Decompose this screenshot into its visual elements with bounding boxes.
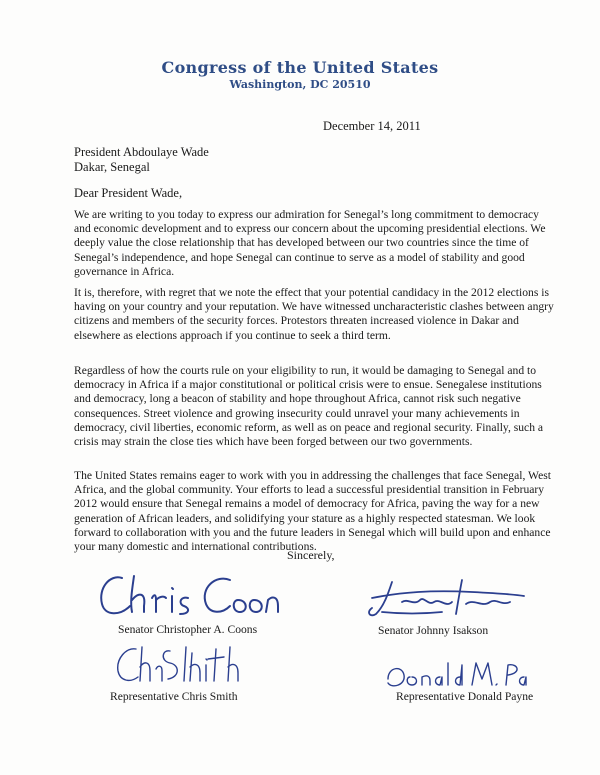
- letterhead-address: Washington, DC 20510: [229, 78, 371, 91]
- body-paragraph-2: It is, therefore, with regret that we note the effect that your potential candidacy in the 2012 elections is having on your country and your reputation. We have witnessed uncharacteristic clashes between angry citizens and members of the security forces. Protestors threaten increased violence in Dakar and elsewhere as elections approach if you continue to seek a third term.: [74, 286, 554, 342]
- signature-coons: [92, 566, 282, 621]
- signature-isakson: [362, 568, 532, 623]
- signer-name-isakson: Senator Johnny Isakson: [378, 624, 489, 637]
- letterhead-title: Congress of the United States: [161, 58, 439, 77]
- signature-payne: [384, 653, 534, 693]
- body-paragraph-4: The United States remains eager to work with you in addressing the challenges that face Senegal, West Africa, and the global community. Your efforts to lead a successful presidential transition in February 2012 would ensure that Senegal remains a model of democracy for Africa, paving the way for a new generation of African leaders, and solidifying your stature as a highly respected statesman. We look forward to collaboration with you and the future leaders in Senegal which will build upon and enhance your many domestic and international contributions.: [74, 469, 551, 554]
- signature-smith: [110, 643, 260, 688]
- salutation: Dear President Wade,: [74, 186, 183, 200]
- addressee-location: Dakar, Senegal: [74, 160, 150, 174]
- body-paragraph-3: Regardless of how the courts rule on your eligibility to run, it would be damaging to Senegal and to democracy in Africa if a major constitutional or political crisis were to ensue. Senegalese institutions and democracy, long a beacon of stability and hope throughout Africa, cannot risk such negative consequences. Street violence and growing insecurity could unravel your many achievements in democracy, civil liberties, economic reform, as well as on peace and regional security. Finally, such a crisis may strain the close ties which have been forged between our two governments.: [74, 364, 544, 449]
- body-paragraph-1: We are writing to you today to express our admiration for Senegal’s long commitment to democracy and economic development and to express our concern about the upcoming presidential elections. We deeply value the close relationship that has developed between our two countries since the time of Senegal’s independence, and hope Senegal can continue to serve as a model of stability and good governance in Africa.: [74, 208, 546, 278]
- signer-name-coons: Senator Christopher A. Coons: [118, 623, 258, 636]
- closing: Sincerely,: [287, 548, 335, 562]
- addressee-block: [74, 145, 209, 175]
- addressee-name: President Abdoulaye Wade: [74, 145, 209, 159]
- letter-date: December 14, 2011: [323, 119, 421, 133]
- signer-name-payne: Representative Donald Payne: [396, 690, 534, 703]
- signer-name-smith: Representative Chris Smith: [110, 690, 238, 703]
